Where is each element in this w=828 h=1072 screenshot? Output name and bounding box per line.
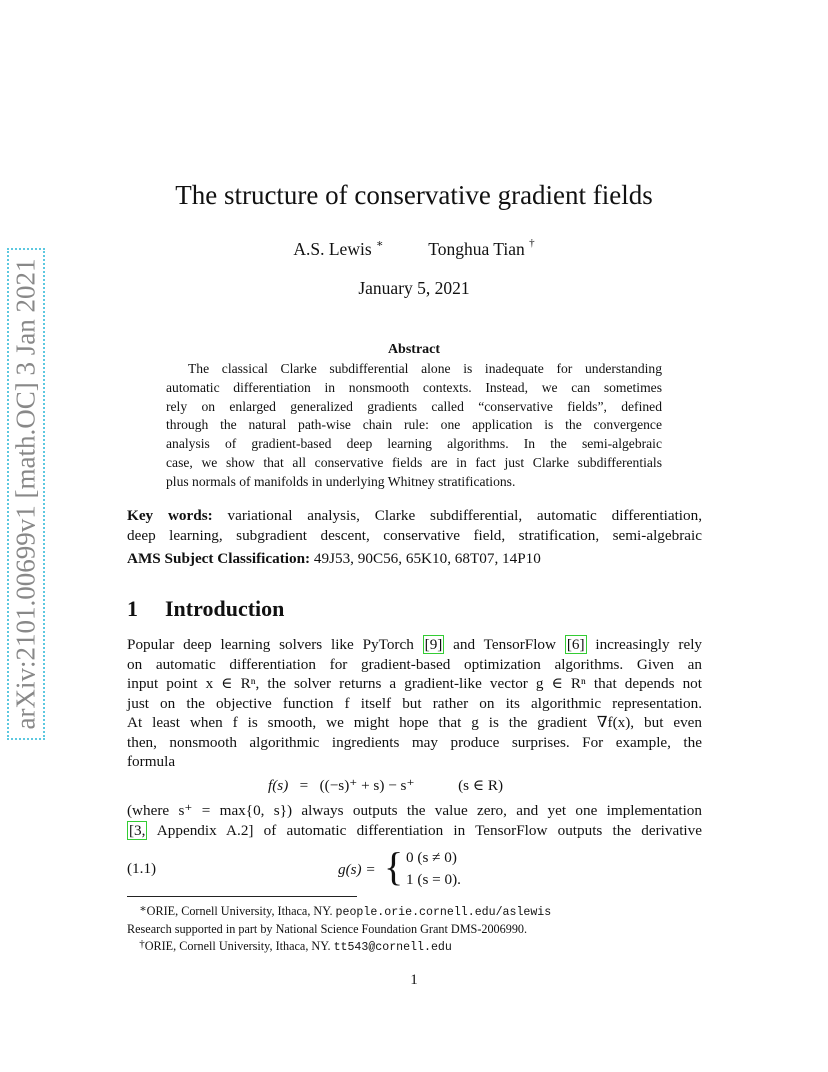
intro-line: formula (127, 753, 176, 770)
intro-line: then, nonsmooth algorithmic ingredients may produce surprises. For example, the (127, 733, 702, 751)
intro-line: At least when f is smooth, we might hope that g is the gradient ∇f(x), but even (127, 714, 702, 731)
keywords-line-1: variational analysis, Clarke subdifferential, automatic differentiation, (227, 507, 702, 524)
author-1 (293, 239, 383, 260)
abstract-line: case, we show that all conservative fields are in fact just Clarke subdifferentials (166, 454, 662, 470)
equation-g-case-1: 0 (s ≠ 0) (406, 849, 457, 866)
equation-g-lhs: g(s) = (338, 861, 376, 878)
equation-f-condition: (s ∈ R) (458, 777, 504, 794)
abstract-heading: Abstract (387, 342, 441, 357)
page-number: 1 (410, 972, 418, 988)
abstract-line: automatic differentiation in nonsmooth contexts. Instead, we can sometimes (166, 379, 662, 395)
footnote-1-line-2: Research supported in part by National Science Foundation Grant DMS-2006990. (127, 922, 528, 936)
paper-date: January 5, 2021 (358, 278, 470, 298)
abstract-line: analysis of gradient-based deep learning algorithms. In the semi-algebraic (166, 436, 662, 452)
author-2-name: Tonghua Tian (428, 239, 525, 259)
equation-f-lhs: f(s) (268, 777, 289, 794)
abstract-body (166, 360, 662, 492)
footnote-2-email[interactable]: tt543@cornell.edu (333, 941, 452, 954)
after-paragraph (127, 801, 702, 840)
arxiv-stamp-text: arXiv:2101.00699v1 [math.OC] 3 Jan 2021 (10, 258, 41, 730)
equation-g-case-2: 1 (s = 0). (406, 871, 461, 888)
footnote-1: ∗ORIE, Cornell University, Ithaca, NY. people.orie.cornell.edu/aslewis (139, 903, 552, 919)
arxiv-stamp[interactable] (0, 248, 55, 740)
paper-title: The structure of conservative gradient fields (175, 180, 653, 210)
after-line-1: (where s⁺ = max{0, s}) always outputs the value zero, and yet one implementation (127, 802, 702, 819)
equation-number: (1.1) (127, 860, 157, 877)
footnote-2: †ORIE, Cornell University, Ithaca, NY. tt543@cornell.edu (139, 938, 452, 954)
abstract-line: rely on enlarged generalized gradients called “conservative fields”, defined (166, 398, 662, 414)
abstract-line: through the natural path-wise chain rule: one application is the convergence (166, 417, 662, 433)
section-number: 1 (127, 596, 138, 621)
keywords-line-2: deep learning, subgradient descent, conservative field, stratification, semi-algebraic (127, 527, 702, 544)
after-line-2: [3, Appendix A.2] of automatic differentiation in TensorFlow outputs the derivative (129, 821, 702, 839)
ams-codes: 49J53, 90C56, 65K10, 68T07, 14P10 (313, 550, 541, 567)
citation-link-3[interactable]: [3, (129, 821, 146, 839)
equation-f-rhs: ((−s)⁺ + s) − s⁺ (319, 777, 415, 794)
ams-classification (127, 550, 541, 568)
keywords (127, 506, 702, 546)
abstract-line: plus normals of manifolds in underlying Whitney stratifications. (166, 473, 516, 489)
abstract-line: The classical Clarke subdifferential alone is inadequate for understanding (188, 361, 662, 376)
author-2-mark: † (529, 237, 535, 249)
citation-link-6[interactable]: [6] (566, 636, 585, 653)
author-list (0, 239, 828, 260)
intro-line: just on the objective function f itself but rather on its algorithmic representation. (127, 694, 702, 712)
citation-link-9[interactable]: [9] (424, 636, 443, 653)
author-2 (428, 239, 534, 260)
equation-f-eq: = (299, 777, 309, 794)
equation-g-brace: { (384, 844, 404, 889)
author-1-mark: ∗ (376, 238, 384, 250)
footnote-1-url[interactable]: people.orie.cornell.edu/aslewis (335, 906, 552, 919)
section-heading (127, 596, 284, 622)
keywords-label: Key words: (127, 507, 213, 524)
section-title: Introduction (165, 596, 285, 621)
author-1-name: A.S. Lewis (293, 239, 372, 259)
intro-line: on automatic differentiation for gradient-based optimization algorithms. Given an (127, 655, 702, 673)
intro-line: input point x ∈ Rⁿ, the solver returns a gradient-like vector g ∈ Rⁿ that depends not (127, 675, 702, 692)
footnotes (127, 903, 702, 956)
ams-label: AMS Subject Classification: (127, 550, 311, 567)
intro-line: Popular deep learning solvers like PyTorch [9] and TensorFlow [6] increasingly rely (127, 636, 703, 653)
equation-f (268, 776, 503, 795)
footnote-rule (127, 896, 357, 897)
intro-paragraph (127, 635, 702, 772)
